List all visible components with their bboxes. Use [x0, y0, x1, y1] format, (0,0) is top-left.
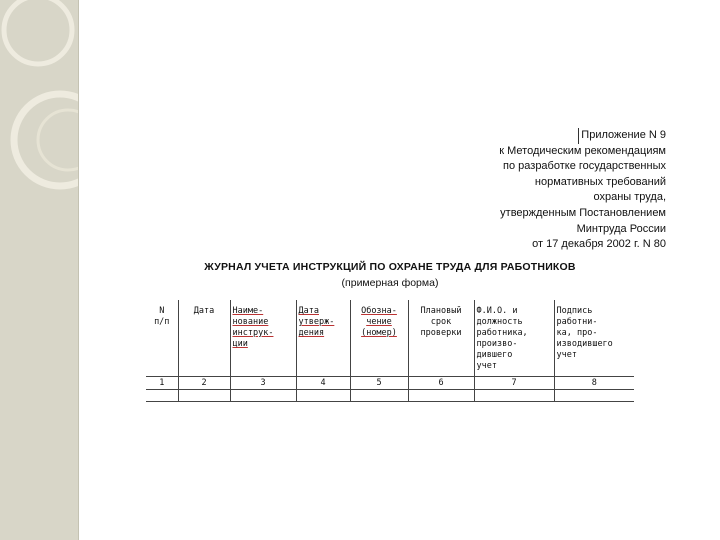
column-number: 8 [554, 377, 634, 390]
column-header: Дата [178, 300, 230, 377]
appendix-line: Минтруда России [576, 222, 666, 235]
table-cell [350, 390, 408, 402]
column-header: Плановый срок проверки [408, 300, 474, 377]
appendix-line: нормативных требований [534, 175, 666, 188]
decorative-side-panel [0, 0, 79, 540]
table-cell [146, 390, 178, 402]
table-cell [408, 390, 474, 402]
journal-subtitle: (примерная форма) [341, 277, 439, 289]
column-header: Обозна- чение (номер) [350, 300, 408, 377]
table-cell [178, 390, 230, 402]
table-header-row [146, 300, 634, 377]
column-header: Подпись работни- ка, про- изводившего учет [554, 300, 634, 377]
appendix-line: от 17 декабря 2002 г. N 80 [532, 238, 666, 251]
column-number: 6 [408, 377, 474, 390]
column-number: 4 [296, 377, 350, 390]
appendix-line: охраны труда, [593, 191, 666, 204]
column-header: Наиме- нование инструк- ции [230, 300, 296, 377]
column-number: 7 [474, 377, 554, 390]
appendix-line: утвержденным Постановлением [500, 206, 666, 219]
appendix-line: по разработке государственных [503, 160, 666, 173]
column-number: 1 [146, 377, 178, 390]
column-header: Дата утверж- дения [296, 300, 350, 377]
table-cell [230, 390, 296, 402]
column-number: 2 [178, 377, 230, 390]
column-header: Ф.И.О. и должность работника, произво- дившего учет [474, 300, 554, 377]
table-row [146, 390, 634, 402]
table-cell [296, 390, 350, 402]
column-number: 3 [230, 377, 296, 390]
appendix-line: к Методическим рекомендациям [499, 144, 666, 157]
appendix-title: Приложение N 9 [578, 128, 666, 144]
table-cell [474, 390, 554, 402]
column-number: 5 [350, 377, 408, 390]
appendix-block [406, 128, 666, 253]
table-cell [554, 390, 634, 402]
column-number-row [146, 377, 634, 390]
column-header: N п/п [146, 300, 178, 377]
decorative-rings [0, 0, 78, 540]
journal-table [146, 300, 634, 402]
journal-title: ЖУРНАЛ УЧЕТА ИНСТРУКЦИЙ ПО ОХРАНЕ ТРУДА ДЛЯ РАБОТНИКОВ [204, 261, 576, 273]
